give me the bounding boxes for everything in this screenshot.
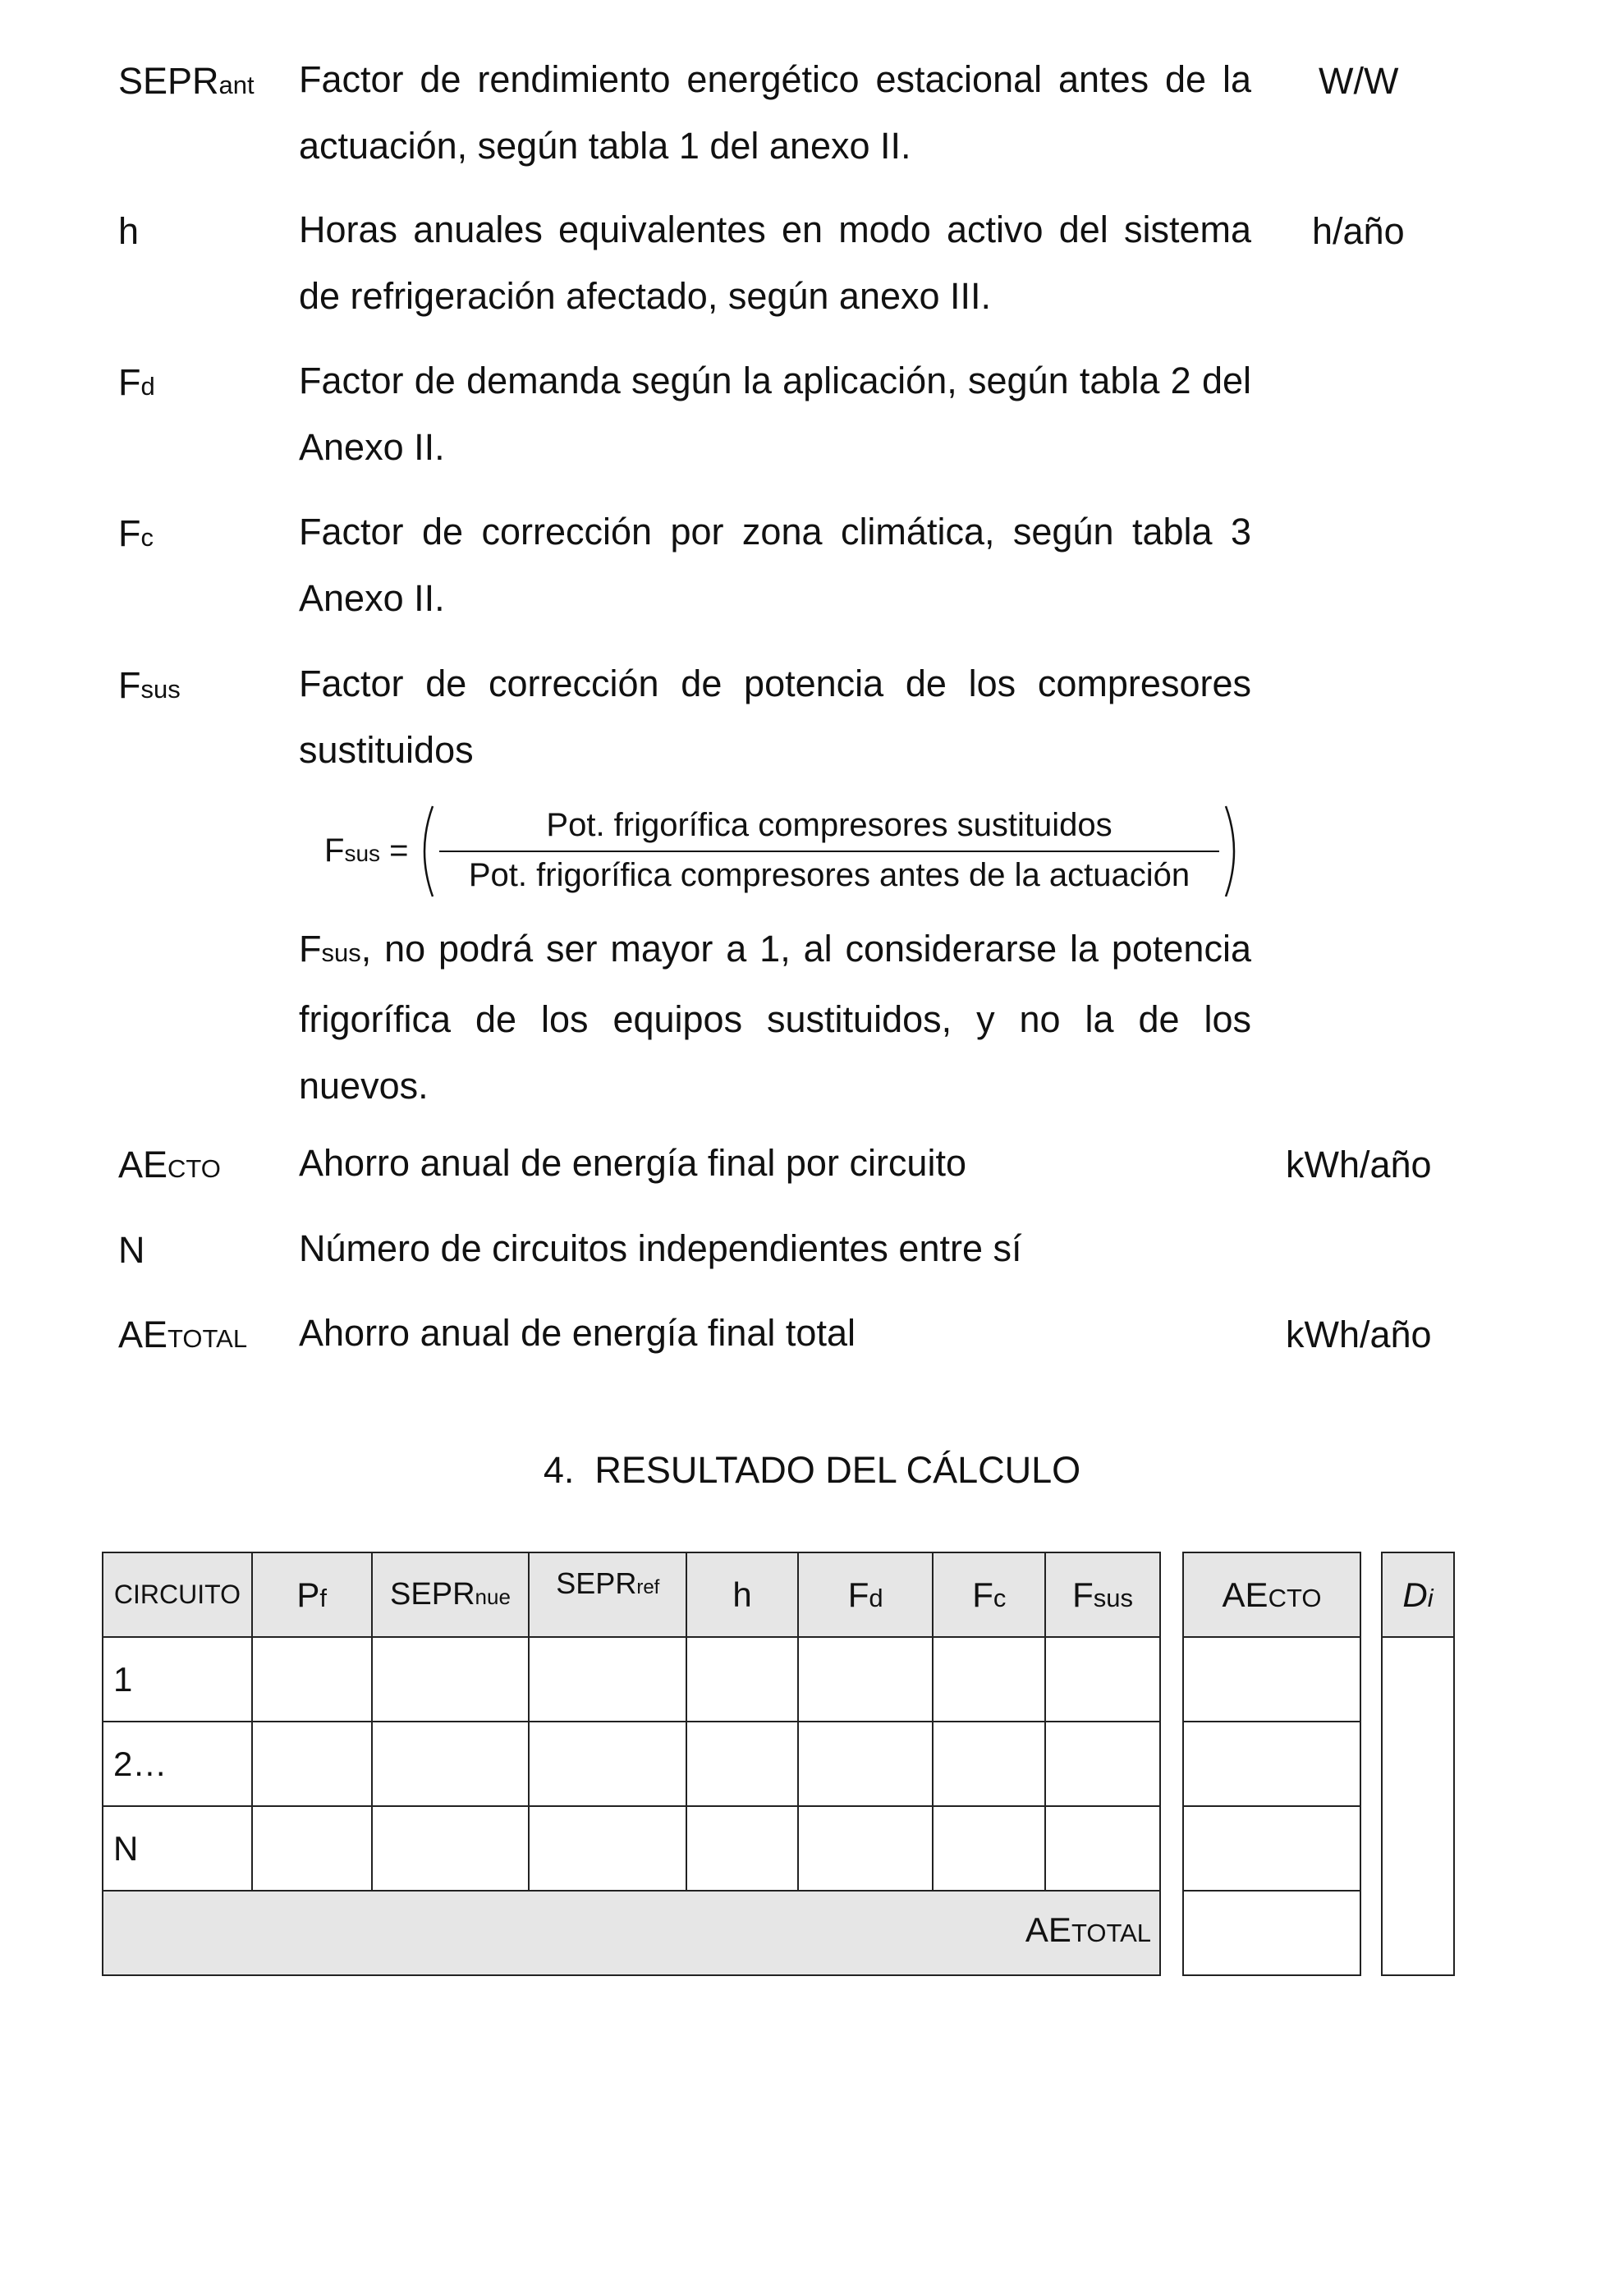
header-h: h bbox=[686, 1552, 798, 1637]
aecto-table bbox=[1182, 1552, 1361, 1976]
header-sepr-nue: SEPRnue bbox=[372, 1552, 530, 1637]
di-cell bbox=[1382, 1637, 1454, 1975]
header-fsus: Fsus bbox=[1045, 1552, 1160, 1637]
description: Factor de rendimiento energético estacional antes de la actuación, según tabla 1 del anexo II. bbox=[299, 58, 1251, 167]
section-title: 4. RESULTADO DEL CÁLCULO bbox=[543, 1449, 1081, 1491]
symbol: h bbox=[118, 210, 140, 252]
formula-lhs: Fsus = bbox=[324, 832, 409, 869]
table-row bbox=[103, 1806, 1160, 1891]
formula-numerator: Pot. frigorífica compresores sustituidos bbox=[546, 807, 1112, 843]
description: Horas anuales equivalentes en modo activo del sistema de refrigeración afectado, según anexo III. bbox=[299, 209, 1251, 317]
table-row bbox=[103, 1722, 1160, 1806]
symbol: Fc bbox=[118, 512, 154, 554]
row-label: 2… bbox=[103, 1722, 252, 1806]
symbol: SEPRant bbox=[118, 60, 255, 102]
unit: h/año bbox=[1312, 210, 1405, 252]
symbol: AECTO bbox=[118, 1144, 221, 1185]
header-fc: Fc bbox=[933, 1552, 1045, 1637]
header-fd: Fd bbox=[798, 1552, 934, 1637]
aecto-cell bbox=[1183, 1806, 1360, 1891]
unit: kWh/año bbox=[1286, 1314, 1432, 1355]
row-label: N bbox=[103, 1806, 252, 1891]
description: Factor de corrección de potencia de los compresores sustituidos bbox=[299, 663, 1251, 771]
header-sepr-ref: SEPRref bbox=[529, 1552, 686, 1637]
symbol: Fsus bbox=[118, 664, 181, 706]
unit: kWh/año bbox=[1286, 1144, 1432, 1185]
formula-denominator: Pot. frigorífica compresores antes de la actuación bbox=[468, 857, 1190, 893]
unit: W/W bbox=[1319, 60, 1399, 102]
header-aecto: AECTO bbox=[1183, 1552, 1360, 1637]
aecto-cell bbox=[1183, 1722, 1360, 1806]
table-header-row bbox=[103, 1552, 1160, 1637]
table-row bbox=[103, 1637, 1160, 1722]
symbol: N bbox=[118, 1229, 145, 1271]
fsus-note: Fsus, no podrá ser mayor a 1, al considerarse la potencia frigorífica de los equipos sustituidos, y no la de los nuevos. bbox=[299, 928, 1251, 1107]
description: Número de circuitos independientes entre sí bbox=[299, 1227, 1022, 1269]
total-label: AETOTAL bbox=[103, 1891, 1160, 1975]
description: Ahorro anual de energía final total bbox=[299, 1312, 856, 1354]
aetotal-cell bbox=[1183, 1891, 1360, 1975]
description: Factor de demanda según la aplicación, según tabla 2 del Anexo II. bbox=[299, 360, 1251, 468]
symbol: AETOTAL bbox=[118, 1314, 248, 1355]
description: Ahorro anual de energía final por circuito bbox=[299, 1142, 966, 1184]
header-pf: Pf bbox=[252, 1552, 372, 1637]
symbol: Fd bbox=[118, 361, 155, 403]
table-total-row bbox=[103, 1891, 1160, 1975]
description: Factor de corrección por zona climática, según tabla 3 Anexo II. bbox=[299, 511, 1251, 619]
results-table bbox=[102, 1552, 1161, 1976]
di-table bbox=[1381, 1552, 1455, 1976]
header-circuito: CIRCUITO bbox=[103, 1552, 252, 1637]
header-di: Di bbox=[1382, 1552, 1454, 1637]
row-label: 1 bbox=[103, 1637, 252, 1722]
aecto-cell bbox=[1183, 1637, 1360, 1722]
